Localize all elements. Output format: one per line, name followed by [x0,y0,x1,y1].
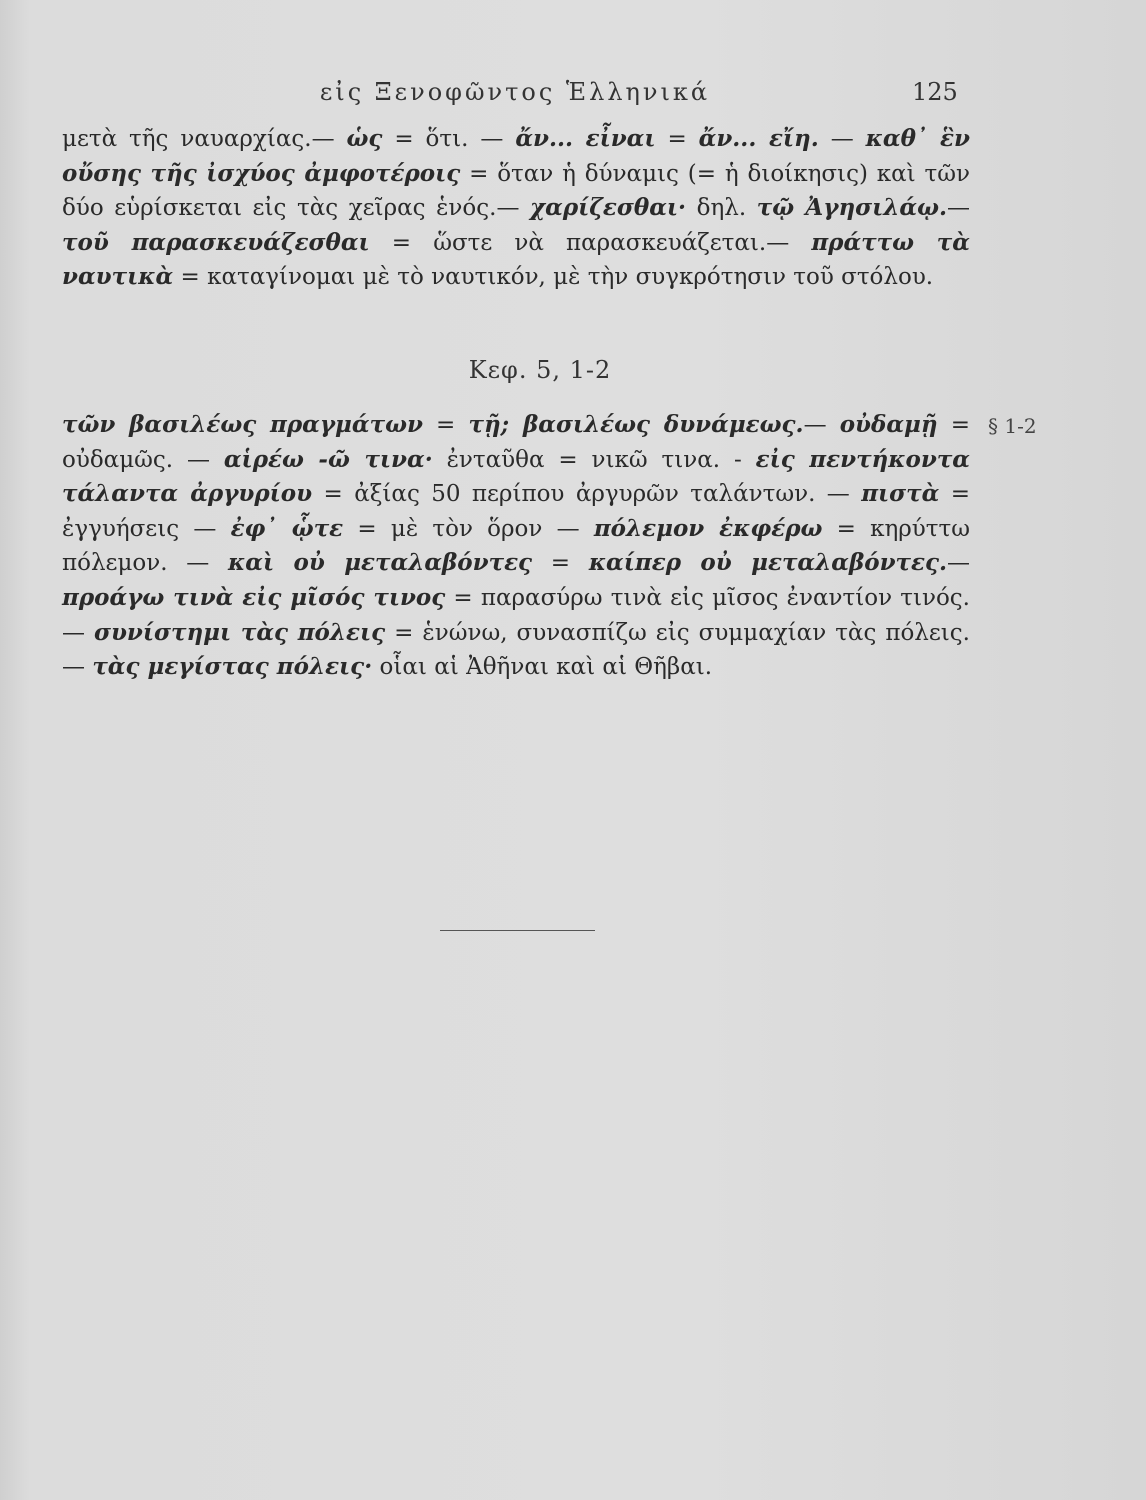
lemma-term: οὐδαμῇ [839,411,938,438]
gloss-text: = ὥστε νὰ παρασκευάζεται.— [369,229,812,256]
lemma-term: τὰς μεγίστας πόλεις· [92,653,373,681]
lemma-term: ἄν... εἴη. [698,125,819,152]
gloss-text: = καταγίνομαι μὲ τὸ ναυτικόν, μὲ τὴν συγκρότησιν τοῦ στόλου. [173,264,934,291]
lemma-term: ὡς [346,125,383,152]
end-rule [440,930,595,931]
gloss-text: = μὲ τὸν ὅρον — [343,515,594,542]
page-number: 125 [912,78,958,106]
lemma-term: ἄν... εἶναι [515,125,656,152]
gloss-text: = κηρύττω πόλεμον. — [62,515,970,577]
lemma-term: πιστὰ [861,480,940,508]
lemma-term: χαρίζεσθαι· [530,194,687,222]
gloss-text: = [655,126,699,152]
gloss-text: = ὅταν ἡ δύναμις (= ἡ διοίκησις) καὶ τῶν δύο εὑρίσκεται εἰς τὰς χεῖρας ἑνός.— [62,160,970,222]
gloss-text: = [422,412,469,438]
gloss-text: — [946,195,970,222]
lemma-term: τῷ Ἀγησιλάῳ. [756,194,947,222]
gloss-text: = οὐδαμῶς. — [62,412,970,473]
lemma-term: καθ᾿ ἓν οὔσης τῆς ἰσχύος ἀμφοτέροις [62,125,970,187]
lemma-term: εἰς πεντήκοντα τάλαντα ἀργυρίου [62,445,970,508]
lemma-term: ἐφ᾿ ᾧτε [230,514,344,542]
gloss-text: = ὅτι. — [382,126,516,152]
commentary-block-2 [62,408,970,685]
gloss-text: = [532,550,589,577]
lemma-term: πράττω τὰ ναυτικὰ [62,228,970,291]
lemma-term: αἱρέω -ῶ τινα· [223,445,433,473]
lemma-term: καίπερ οὐ μεταλαβόντες. [588,549,947,577]
lemma-term: προάγω τινὰ εἰς μῖσός τινος [62,583,446,611]
chapter-heading: Κεφ. 5, 1-2 [468,356,612,384]
gloss-text: δηλ. [686,195,757,222]
gloss-text: οἷαι αἱ Ἀθῆναι καὶ αἱ Θῆβαι. [372,654,713,681]
margin-section-note: § 1-2 [988,414,1037,438]
gloss-text: ἐνταῦθα = νικῶ τινα. - [432,446,756,473]
lemma-term: τοῦ παρασκευάζεσθαι [62,228,370,256]
gloss-text: — [803,412,840,438]
commentary-paragraph [62,408,970,685]
gloss-text: — [947,550,970,577]
lemma-term: καὶ οὐ μεταλαβόντες [228,549,533,577]
gloss-text: — [818,126,866,152]
commentary-block-1 [62,122,970,295]
lemma-term: πόλεμον ἐκφέρω [593,514,823,542]
commentary-paragraph [62,122,970,295]
running-header: εἰς Ξενοφῶντος Ἑλληνικά [319,78,711,106]
lemma-term: τῶν βασιλέως πραγμάτων [62,411,423,438]
lemma-term: τῇ; βασιλέως δυνάμεως. [468,411,804,438]
gloss-text: μετὰ τῆς ναυαρχίας.— [62,126,347,152]
lemma-term: συνίστημι τὰς πόλεις [94,618,386,646]
gloss-text: = ἀξίας 50 περίπου ἀργυρῶν ταλάντων. — [312,481,862,508]
gloss-text: = παρασύρω τινὰ εἰς μῖσος ἐναντίον τινός.— [62,584,970,646]
gloss-text: = ἐγγυήσεις — [62,481,970,542]
gloss-text: = ἑνώνω, συνασπίζω εἰς συμμαχίαν τὰς πόλεις. — [62,619,970,681]
